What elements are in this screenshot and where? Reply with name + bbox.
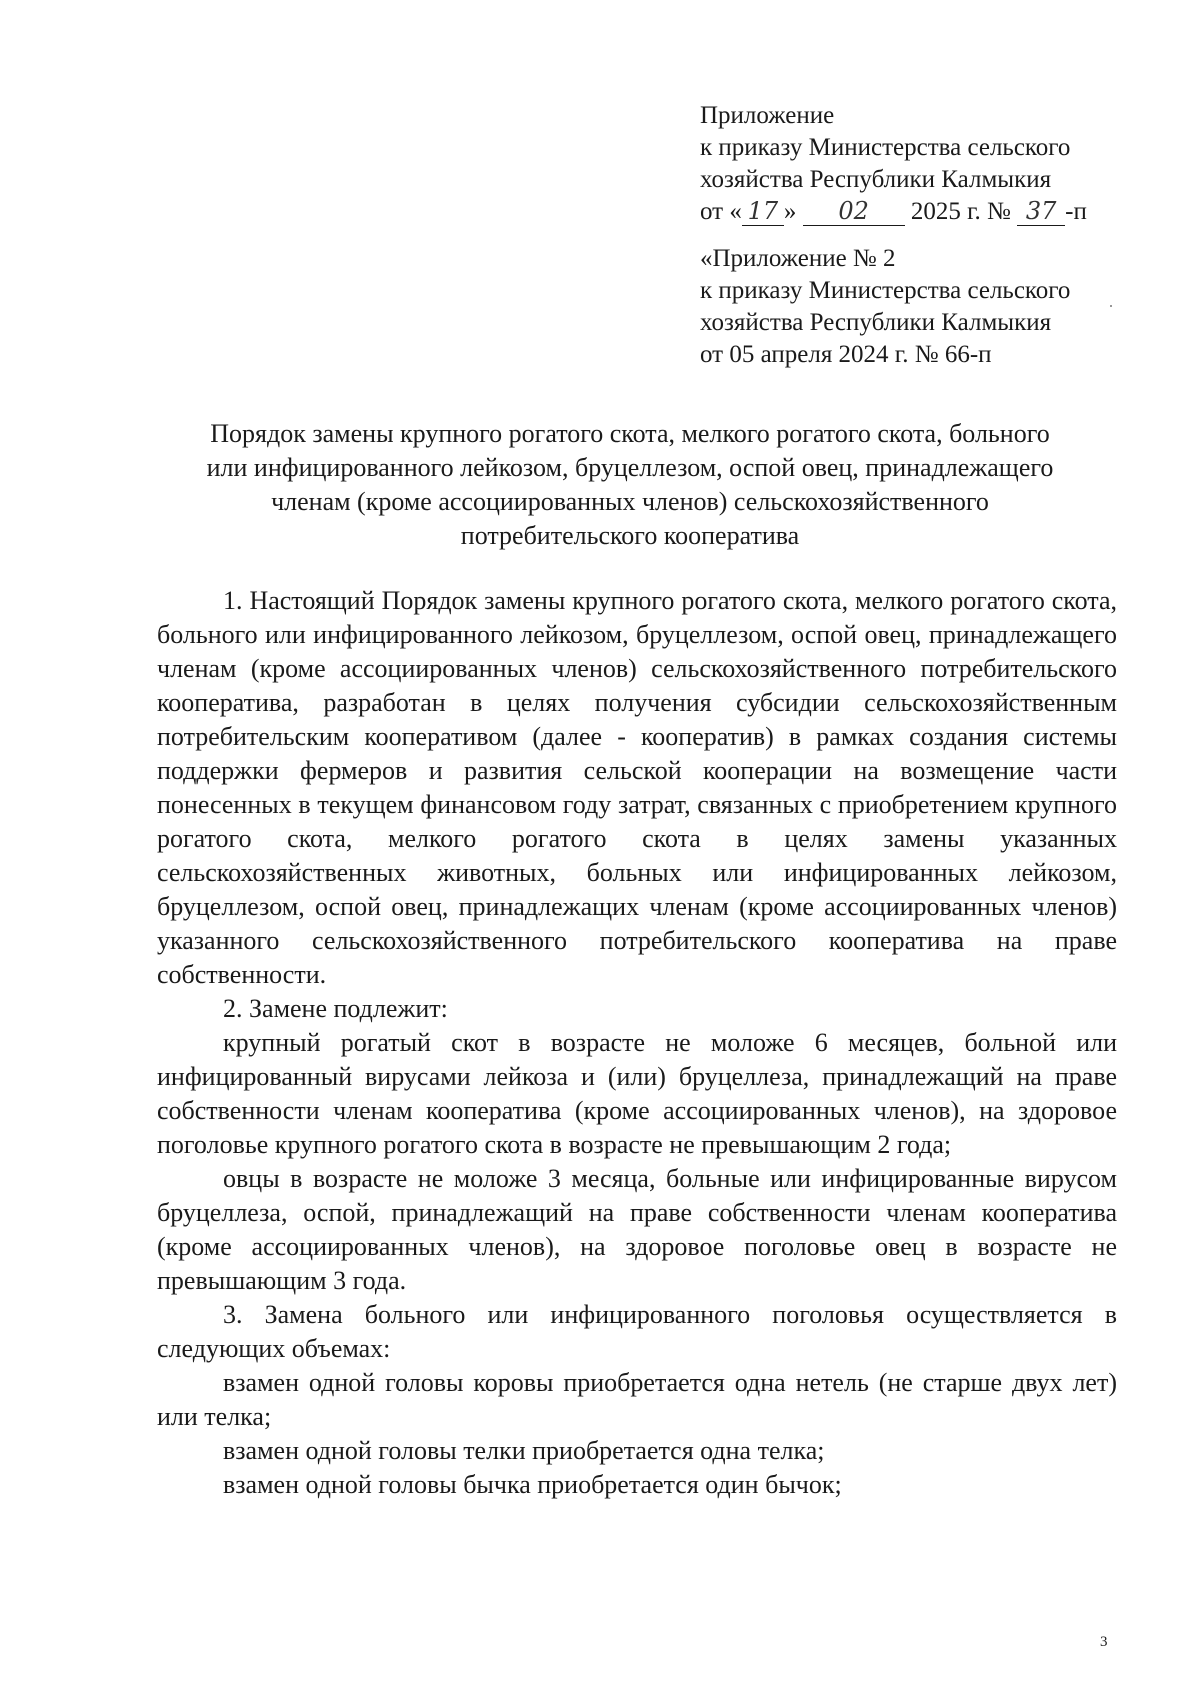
paragraph-2: 2. Замене подлежит: <box>223 994 448 1023</box>
document-body <box>157 584 1117 1502</box>
date-month-field <box>803 198 905 226</box>
date-month-handwritten: 02 <box>838 197 869 225</box>
appendix-label: Приложение <box>700 102 835 129</box>
prior-appendix-header <box>700 243 1120 371</box>
title-line: или инфицированного лейкозом, бруцеллезом, оспой овец, принадлежащего <box>206 453 1054 482</box>
prior-appendix-ministry: хозяйства Республики Калмыкия <box>700 309 1052 336</box>
title-line: потребительского кооператива <box>460 521 800 550</box>
appendix-date-line <box>700 196 1120 228</box>
paragraph-3-item-bull: взамен одной головы бычка приобретается один бычок; <box>223 1470 842 1499</box>
date-prefix: от « <box>700 198 742 225</box>
prior-appendix-order-ref: к приказу Министерства сельского <box>700 277 1071 304</box>
paragraph-3-item-cow: взамен одной головы коровы приобретается одна нетель (не старше двух лет) или телка; <box>157 1368 1117 1431</box>
title-line: членам (кроме ассоциированных членов) сельскохозяйственного <box>271 487 989 516</box>
page-number: 3 <box>1100 1634 1108 1650</box>
date-quote-close: » <box>783 198 797 225</box>
order-suffix: -п <box>1065 198 1087 225</box>
paragraph-1: 1. Настоящий Порядок замены крупного рогатого скота, мелкого рогатого скота, больного или инфицированного лейкозом, бруцеллезом, оспой овец, принадлежащего членам (кроме ассоциированных членов) сельскохозяйственного потребительского кооператива, разработан в целях получения субсидии сельскохозяйственным потребительским кооперативом (далее - кооператив) в рамках создания системы поддержки фермеров и развития сельской кооперации на возмещение части понесенных в текущем финансовом году затрат, связанных с приобретением крупного рогатого скота, мелкого рогатого скота в целях замены указанных сельскохозяйственных животных, больных или инфицированных лейкозом, бруцеллезом, оспой овец, принадлежащих членам (кроме ассоциированных членов) указанного сельскохозяйственного потребительского кооператива на праве собственности. <box>157 586 1117 989</box>
date-day-handwritten: 17 <box>747 197 779 225</box>
paragraph-3-item-heifer: взамен одной головы телки приобретается одна телка; <box>223 1436 825 1465</box>
paragraph-2-item-cattle: крупный рогатый скот в возрасте не моложе 6 месяцев, больной или инфицированный вирусами лейкоза и (или) бруцеллеза, принадлежащий на праве собственности членам кооператива (кроме ассоциированных членов), на здоровое поголовье крупного рогатого скота в возрасте не превышающим 2 года; <box>157 1028 1117 1159</box>
title-line: Порядок замены крупного рогатого скота, мелкого рогатого скота, больного <box>210 419 1050 448</box>
order-number-handwritten: 37 <box>1025 197 1057 225</box>
order-number-field <box>1017 198 1065 226</box>
appendix-header <box>700 100 1120 228</box>
date-year: 2025 г. № <box>910 198 1011 225</box>
appendix-order-ref: к приказу Министерства сельского <box>700 134 1071 161</box>
scan-speck <box>1110 305 1112 307</box>
date-day-field <box>742 198 784 226</box>
document-title <box>140 417 1120 553</box>
prior-appendix-label: «Приложение № 2 <box>700 245 896 272</box>
prior-appendix-date: от 05 апреля 2024 г. № 66-п <box>700 341 992 368</box>
paragraph-2-item-sheep: овцы в возрасте не моложе 3 месяца, больные или инфицированные вирусом бруцеллеза, оспой, принадлежащий на праве собственности членам кооператива (кроме ассоциированных членов), на здоровое поголовье овец в возрасте не превышающим 3 года. <box>157 1164 1117 1295</box>
appendix-ministry: хозяйства Республики Калмыкия <box>700 166 1052 193</box>
paragraph-3: 3. Замена больного или инфицированного поголовья осуществляется в следующих объемах: <box>157 1300 1117 1363</box>
